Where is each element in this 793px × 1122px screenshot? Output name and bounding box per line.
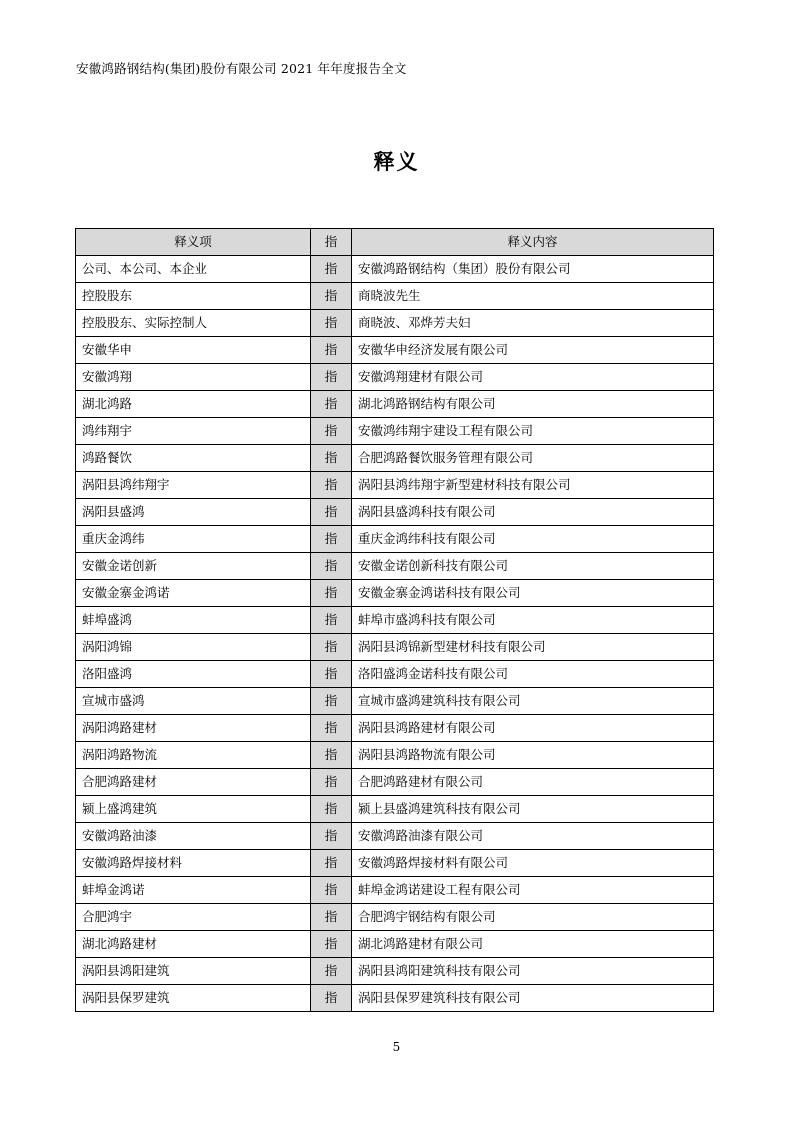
table-row xyxy=(76,904,714,931)
table-row xyxy=(76,688,714,715)
zhi-cell: 指 xyxy=(311,850,352,877)
zhi-cell: 指 xyxy=(311,634,352,661)
term-cell: 涡阳县盛鸿 xyxy=(76,499,311,526)
term-cell: 合肥鸿路建材 xyxy=(76,769,311,796)
term-cell: 安徽鸿路油漆 xyxy=(76,823,311,850)
definition-cell: 涡阳县保罗建筑科技有限公司 xyxy=(352,985,714,1012)
zhi-cell: 指 xyxy=(311,715,352,742)
table-row xyxy=(76,256,714,283)
definitions-table xyxy=(75,228,714,1012)
zhi-cell: 指 xyxy=(311,607,352,634)
definition-cell: 安徽鸿路焊接材料有限公司 xyxy=(352,850,714,877)
term-cell: 安徽鸿路焊接材料 xyxy=(76,850,311,877)
term-cell: 鸿纬翔宇 xyxy=(76,418,311,445)
definition-cell: 洛阳盛鸿金诺科技有限公司 xyxy=(352,661,714,688)
definition-cell: 安徽鸿路钢结构（集团）股份有限公司 xyxy=(352,256,714,283)
zhi-cell: 指 xyxy=(311,661,352,688)
term-cell: 涡阳县鸿阳建筑 xyxy=(76,958,311,985)
term-cell: 涡阳鸿锦 xyxy=(76,634,311,661)
definition-cell: 安徽鸿翔建材有限公司 xyxy=(352,364,714,391)
column-header-term: 释义项 xyxy=(76,229,311,256)
definition-cell: 合肥鸿路餐饮服务管理有限公司 xyxy=(352,445,714,472)
term-cell: 安徽华申 xyxy=(76,337,311,364)
term-cell: 控股股东、实际控制人 xyxy=(76,310,311,337)
definition-cell: 湖北鸿路建材有限公司 xyxy=(352,931,714,958)
table-row xyxy=(76,310,714,337)
table-row xyxy=(76,337,714,364)
table-row xyxy=(76,661,714,688)
zhi-cell: 指 xyxy=(311,877,352,904)
definition-cell: 涡阳县鸿纬翔宇新型建材科技有限公司 xyxy=(352,472,714,499)
table-row xyxy=(76,796,714,823)
table-row xyxy=(76,850,714,877)
table-row xyxy=(76,445,714,472)
definition-cell: 蚌埠金鸿诺建设工程有限公司 xyxy=(352,877,714,904)
page-number: 5 xyxy=(392,1040,401,1054)
term-cell: 宣城市盛鸿 xyxy=(76,688,311,715)
term-cell: 蚌埠金鸿诺 xyxy=(76,877,311,904)
zhi-cell: 指 xyxy=(311,418,352,445)
term-cell: 湖北鸿路建材 xyxy=(76,931,311,958)
definition-cell: 安徽金寨金鸿诺科技有限公司 xyxy=(352,580,714,607)
table-row xyxy=(76,634,714,661)
definition-cell: 涡阳县鸿路物流有限公司 xyxy=(352,742,714,769)
definition-cell: 安徽鸿纬翔宇建设工程有限公司 xyxy=(352,418,714,445)
zhi-cell: 指 xyxy=(311,580,352,607)
term-cell: 安徽金寨金鸿诺 xyxy=(76,580,311,607)
zhi-cell: 指 xyxy=(311,499,352,526)
zhi-cell: 指 xyxy=(311,904,352,931)
table-row xyxy=(76,958,714,985)
term-cell: 涡阳县保罗建筑 xyxy=(76,985,311,1012)
table-row xyxy=(76,931,714,958)
table-row xyxy=(76,526,714,553)
zhi-cell: 指 xyxy=(311,283,352,310)
table-row xyxy=(76,742,714,769)
zhi-cell: 指 xyxy=(311,472,352,499)
definition-cell: 合肥鸿宇钢结构有限公司 xyxy=(352,904,714,931)
definition-cell: 安徽华申经济发展有限公司 xyxy=(352,337,714,364)
term-cell: 涡阳县鸿纬翔宇 xyxy=(76,472,311,499)
definition-cell: 安徽金诺创新科技有限公司 xyxy=(352,553,714,580)
table-row xyxy=(76,580,714,607)
table-row xyxy=(76,553,714,580)
term-cell: 公司、本公司、本企业 xyxy=(76,256,311,283)
definition-cell: 涡阳县盛鸿科技有限公司 xyxy=(352,499,714,526)
zhi-cell: 指 xyxy=(311,769,352,796)
table-row xyxy=(76,715,714,742)
table-row xyxy=(76,499,714,526)
table-body xyxy=(76,256,714,1012)
definition-cell: 安徽鸿路油漆有限公司 xyxy=(352,823,714,850)
term-cell: 重庆金鸿纬 xyxy=(76,526,311,553)
definition-cell: 合肥鸿路建材有限公司 xyxy=(352,769,714,796)
definition-cell: 重庆金鸿纬科技有限公司 xyxy=(352,526,714,553)
table-row xyxy=(76,823,714,850)
table-row xyxy=(76,418,714,445)
page-header: 安徽鸿路钢结构(集团)股份有限公司 2021 年年度报告全文 xyxy=(76,61,407,76)
table-row xyxy=(76,391,714,418)
term-cell: 安徽金诺创新 xyxy=(76,553,311,580)
zhi-cell: 指 xyxy=(311,823,352,850)
zhi-cell: 指 xyxy=(311,337,352,364)
definition-cell: 商晓波先生 xyxy=(352,283,714,310)
term-cell: 蚌埠盛鸿 xyxy=(76,607,311,634)
term-cell: 涡阳鸿路建材 xyxy=(76,715,311,742)
term-cell: 鸿路餐饮 xyxy=(76,445,311,472)
zhi-cell: 指 xyxy=(311,526,352,553)
table-row xyxy=(76,769,714,796)
definition-cell: 涡阳县鸿路建材有限公司 xyxy=(352,715,714,742)
zhi-cell: 指 xyxy=(311,553,352,580)
term-cell: 颍上盛鸿建筑 xyxy=(76,796,311,823)
definition-cell: 涡阳县鸿锦新型建材科技有限公司 xyxy=(352,634,714,661)
definition-cell: 湖北鸿路钢结构有限公司 xyxy=(352,391,714,418)
zhi-cell: 指 xyxy=(311,985,352,1012)
table-row xyxy=(76,985,714,1012)
column-header-zhi: 指 xyxy=(311,229,352,256)
zhi-cell: 指 xyxy=(311,931,352,958)
table-row xyxy=(76,364,714,391)
zhi-cell: 指 xyxy=(311,742,352,769)
definition-cell: 颍上县盛鸿建筑科技有限公司 xyxy=(352,796,714,823)
zhi-cell: 指 xyxy=(311,796,352,823)
page-title: 释义 xyxy=(373,150,420,174)
definition-cell: 商晓波、邓烨芳夫妇 xyxy=(352,310,714,337)
table-row xyxy=(76,607,714,634)
zhi-cell: 指 xyxy=(311,688,352,715)
column-header-definition: 释义内容 xyxy=(352,229,714,256)
zhi-cell: 指 xyxy=(311,391,352,418)
term-cell: 洛阳盛鸿 xyxy=(76,661,311,688)
table-row xyxy=(76,283,714,310)
definition-cell: 涡阳县鸿阳建筑科技有限公司 xyxy=(352,958,714,985)
term-cell: 安徽鸿翔 xyxy=(76,364,311,391)
zhi-cell: 指 xyxy=(311,445,352,472)
zhi-cell: 指 xyxy=(311,958,352,985)
term-cell: 合肥鸿宇 xyxy=(76,904,311,931)
term-cell: 控股股东 xyxy=(76,283,311,310)
table-row xyxy=(76,877,714,904)
zhi-cell: 指 xyxy=(311,364,352,391)
definition-cell: 蚌埠市盛鸿科技有限公司 xyxy=(352,607,714,634)
table-header-row xyxy=(76,229,714,256)
term-cell: 湖北鸿路 xyxy=(76,391,311,418)
zhi-cell: 指 xyxy=(311,310,352,337)
table-row xyxy=(76,472,714,499)
term-cell: 涡阳鸿路物流 xyxy=(76,742,311,769)
zhi-cell: 指 xyxy=(311,256,352,283)
definition-cell: 宣城市盛鸿建筑科技有限公司 xyxy=(352,688,714,715)
